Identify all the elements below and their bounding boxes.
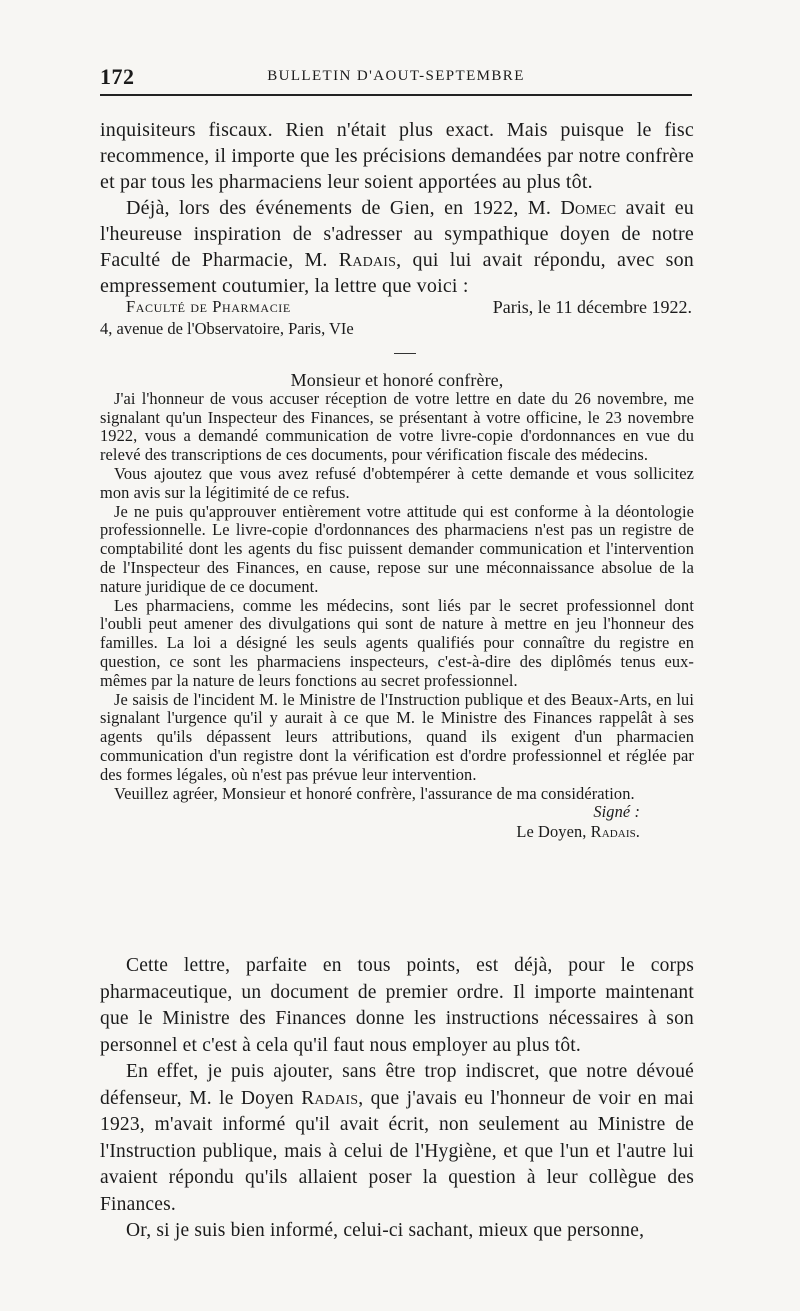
intro-paragraph-1: inquisiteurs fiscaux. Rien n'était plus exact. Mais puisque le fisc recommence, il importe que les précisions demandées par notre confrère et par tous les pharmaciens leur soient apportées au plus tôt. [100, 119, 694, 193]
signature-block [100, 803, 694, 843]
outro-paragraph-2 [100, 1059, 694, 1218]
letter-salutation: Monsieur et honoré confrère, [290, 370, 504, 390]
letter-paragraph: Je saisis de l'incident M. le Ministre de l'Instruction publique et des Beaux-Arts, en lui signalant l'urgence qu'il y aurait à ce que M. le Ministre des Finances rappelât à ses agents qu'ils dépassent leurs attributions, quand ils exigent d'un pharmacien communication d'un registre dont la vérification est d'ordre professionnel et réglée par des formes légales, où n'est pas prévue leur intervention. [100, 689, 694, 784]
intro-text: , qui lui avait répondu, avec son empressement coutumier, la lettre que voici : [100, 249, 694, 297]
signer [516, 823, 640, 842]
faculty-address: 4, avenue de l'Observatoire, Paris, VIe [100, 319, 354, 338]
page-number: 172 [100, 64, 135, 89]
signed-label: Signé : [593, 802, 640, 822]
letter-closing: Veuillez agréer, Monsieur et honoré confrère, l'assurance de ma considération. [114, 783, 635, 803]
signer-title: Le Doyen, [516, 822, 591, 842]
separator-rule [394, 353, 416, 354]
signer-name: Radais. [590, 822, 640, 842]
letter-date: Paris, le 11 décembre 1922. [492, 297, 692, 317]
outro-paragraph-3: Or, si je suis bien informé, celui-ci sachant, mieux que personne, [126, 1220, 645, 1241]
person-name-radais: Radais [338, 249, 397, 271]
person-name-radais: Radais [301, 1087, 359, 1109]
letter-paragraph: Vous ajoutez que vous avez refusé d'obtempérer à cette demande et vous sollicitez mon avis sur la légitimité de ce refus. [100, 463, 694, 502]
intro-section [100, 117, 694, 299]
running-header [100, 58, 692, 96]
bulletin-title: BULLETIN D'AOUT-SEPTEMBRE [267, 68, 525, 84]
intro-text: Déjà, lors des événements de Gien, en 1922, M. [126, 197, 561, 219]
letter-paragraph: Les pharmaciens, comme les médecins, sont liés par le secret professionnel dont l'oubli peut amener des divulgations qui sont de nature à mettre en jeu l'honneur des familles. La loi a désigné les seuls agents qualifiés pour connaître du registre en question, ce sont les pharmaciens inspecteurs, c'est-à-dire des diplômés tenus eux-mêmes par la nature de leurs fonctions au secret professionnel. [100, 595, 694, 690]
letter-paragraph: Je ne puis qu'approuver entièrement votre attitude qui est conforme à la déontologie professionnelle. Le livre-copie d'ordonnances des pharmaciens n'est pas un registre de comptabilité dont les agents du fisc puissent demander communication et l'intervention de l'Inspecteur des Finances, en cause, repose sur une méconnaissance absolue de la nature juridique de ce document. [100, 501, 694, 596]
intro-text: avait eu l'heureuse inspiration de s'adresser au sympathique doyen de notre Faculté de Pharmacie, M. [100, 197, 694, 271]
intro-paragraph-2 [100, 195, 694, 299]
outro-text: En effet, je puis ajouter, sans être trop indiscret, que notre dévoué défenseur, M. le Doyen [100, 1061, 694, 1109]
outro-paragraph-1: Cette lettre, parfaite en tous points, est déjà, pour le corps pharmaceutique, un document de premier ordre. Il importe maintenant que le Ministre des Finances donne les instructions nécessaires à son personnel et c'est à cela qu'il faut nous employer au plus tôt. [100, 955, 694, 1056]
letter-body [100, 371, 694, 843]
outro-text: , que j'avais eu l'honneur de voir en mai 1923, m'avait informé qu'il avait écrit, non seulement au Ministre de l'Instruction publique, mais à celui de l'Hygiène, et que l'un et l'autre lui avaient répondu qu'ils allaient poser la question à leur collègue des Finances. [100, 1087, 694, 1215]
letter-paragraph: J'ai l'honneur de vous accuser réception de votre lettre en date du 26 novembre, me signalant qu'un Inspecteur des Finances, se présentant à votre officine, le 23 novembre 1922, vous a demandé communication de votre livre-copie d'ordonnances en vue du relevé des transcriptions de ces documents, pour vérification fiscale des médecins. [100, 388, 694, 465]
outro-section [100, 953, 694, 1245]
person-name-domec: Domec [560, 197, 617, 219]
faculty-name: Faculté de Pharmacie [126, 297, 291, 316]
letterhead-sender [100, 296, 354, 340]
